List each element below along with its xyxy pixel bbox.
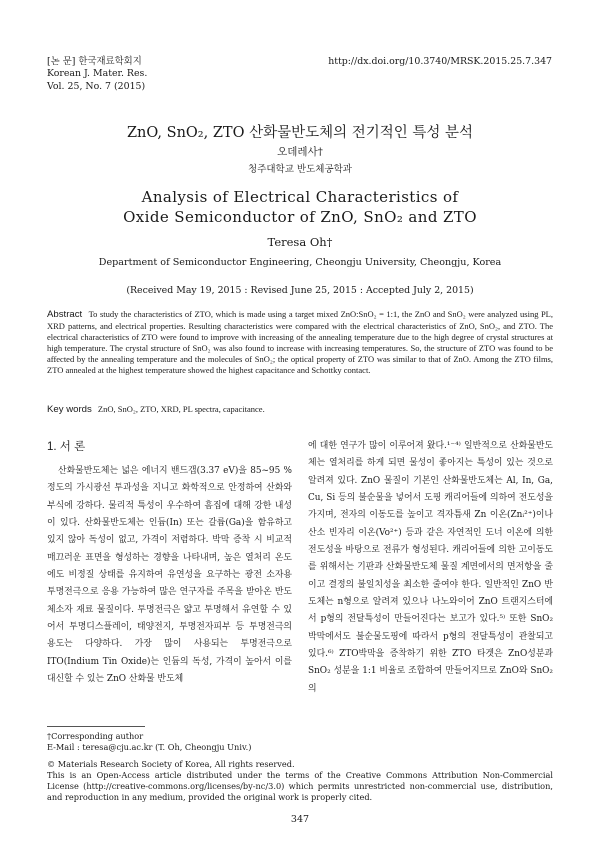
abstract-text: To study the characteristics of ZTO, which is made using a target mixed ZnO:SnO₂ = 1:1, the ZnO and SnO₂ were analyzed using PL, XRD patterns, and electrical properties. Resulting characteristics were compared with the electrical characteristics of ZnO, SnO₂, and ZTO. The electrical characteristics of ZTO were found to improve with increasing of the annealing temperature due to the high degree of crystal structures at high temperature. The crystal structure of SnO₂ was also found to increase with increasing temperatures. So, the structure of ZTO was found to be affected by the annealing temperature and the molecules of SnO₂; the optical property of ZTO was similar to that of ZnO. Among the ZTO films, ZTO annealed at the highest temperature showed the highest capacitance and Schottky contact. [47, 309, 553, 375]
footnote-divider [47, 726, 145, 727]
english-author: Teresa Oh† [267, 235, 333, 249]
english-affiliation: Department of Semiconductor Engineering, Cheongju University, Cheongju, Korea [98, 257, 502, 268]
journal-name-english: Korean J. Mater. Res. [47, 68, 148, 80]
keywords-text: ZnO, SnO₂, ZTO, XRD, PL spectra, capacitance. [97, 404, 265, 414]
article-dates: (Received May 19, 2015 : Revised June 25, 2015 : Accepted July 2, 2015) [126, 285, 474, 296]
footnote [47, 731, 251, 753]
journal-name-korean: [논 문] 한국재료학회지 [47, 56, 142, 67]
keywords [47, 404, 265, 415]
page-number: 347 [290, 814, 310, 825]
keywords-label: Key words [47, 404, 92, 415]
journal-header [47, 56, 147, 93]
copyright-line: © Materials Research Society of Korea, All rights reserved. [47, 759, 295, 769]
journal-volume: Vol. 25, No. 7 (2015) [47, 80, 146, 92]
corresponding-author-note: †Corresponding author [47, 731, 144, 741]
body-paragraph: 산화물반도체는 넓은 에너지 밴드갭(3.37 eV)을 85~95 % 정도의 가시광선 투과성을 지니고 화학적으로 안정하여 산화와 부식에 강하다. 물리적 특성이 우수하여 흠집에 대해 강한 내성이 있다. 산화물반도체는 인듐(In) 또는 갈륨(Ga)을 함유하고 있지 않아 독성이 없고, 가격이 저렴하다. 박막 증착 시 비교적 매끄러운 표면을 형성하는 경향을 나타내며, 높은 열처리 온도에도 비정질 상태를 유지하여 유연성을 요구하는 광전 소자용 투명전극으로 응용 가능하여 많은 연구자를 주목을 받아온 반도체소자 재료 물질이다. 투명전극은 얇고 투명해서 유연할 수 있어서 투명디스플레이, 태양전지, 투명전자피부 등 투명전극의 용도는 다양하다. 가장 많이 사용되는 투명전극으로 ITO(Indium Tin Oxide)는 인듐의 독성, 가격이 높아서 이를 대신할 수 있는 ZnO 산화물 반도체 [47, 466, 292, 685]
english-title [0, 188, 600, 227]
author-email: E-Mail : teresa@cju.ac.kr (T. Oh, Cheongju Univ.) [47, 742, 252, 752]
section-heading-introduction: 1. 서 론 [47, 441, 86, 453]
korean-affiliation: 청주대학교 반도체공학과 [248, 164, 352, 175]
body-column-left [47, 463, 292, 688]
abstract-label: Abstract [47, 309, 83, 320]
english-title-line2: Oxide Semiconductor of ZnO, SnO₂ and ZTO [123, 207, 477, 226]
korean-author: 오데레사† [277, 146, 323, 158]
body-paragraph: 에 대한 연구가 많이 이루어져 왔다.¹⁻⁴⁾ 일반적으로 산화물반도체는 열처리를 하게 되면 물성이 좋아지는 특성이 있는 것으로 알려져 있다. ZnO 물질이 기본인 산화물반도체는 Al, In, Ga, Cu, Si 등의 불순물을 넣어서 도핑 캐리어들에 의하여 전도성을 가지며, 전자의 이동도를 높이고 격자틈새 Zn 이온(Znᵢ²⁺)이나 산소 빈자리 이온(Vo²⁺) 등과 같은 자연적인 도너 이온에 의한 전도성을 바탕으로 전류가 형성된다. 캐리어들에 의한 고이동도를 위해서는 기판과 산화물반도체 물질 계면에서의 면저항을 줄이고 결정의 불일치성을 최소한 줄여야 한다. 일반적인 ZnO 반도체는 n형으로 알려져 있으나 나노와이어 ZnO 트랜지스터에서 p형의 전달특성이 만들어진다는 보고가 있다.⁵⁾ 또한 SnO₂ 박막에서도 불순물도핑에 따라서 p형의 전달특성이 관찰되고 있다.⁶⁾ ZTO박막을 증착하기 위한 ZTO 타겟은 ZnO성분과 SnO₂ 성분을 1:1 비율로 조합하여 만들어지므로 ZnO와 SnO₂ 의 [308, 441, 553, 694]
doi-link[interactable]: http://dx.doi.org/10.3740/MRSK.2015.25.7.347 [328, 56, 552, 67]
copyright-notice [47, 759, 553, 803]
korean-title: ZnO, SnO₂, ZTO 산화물반도체의 전기적인 특성 분석 [126, 125, 474, 141]
abstract [47, 309, 553, 375]
body-column-right [308, 438, 553, 698]
english-title-line1: Analysis of Electrical Characteristics of [141, 188, 459, 206]
license-text: This is an Open-Access article distributed under the terms of the Creative Commons Attribution Non-Commercial License (http://creative-commons.org/licenses/by-nc/3.0) which permits unrestricted non-commercial use, distribution, and reproduction in any medium, provided the original work is properly cited. [47, 770, 553, 802]
